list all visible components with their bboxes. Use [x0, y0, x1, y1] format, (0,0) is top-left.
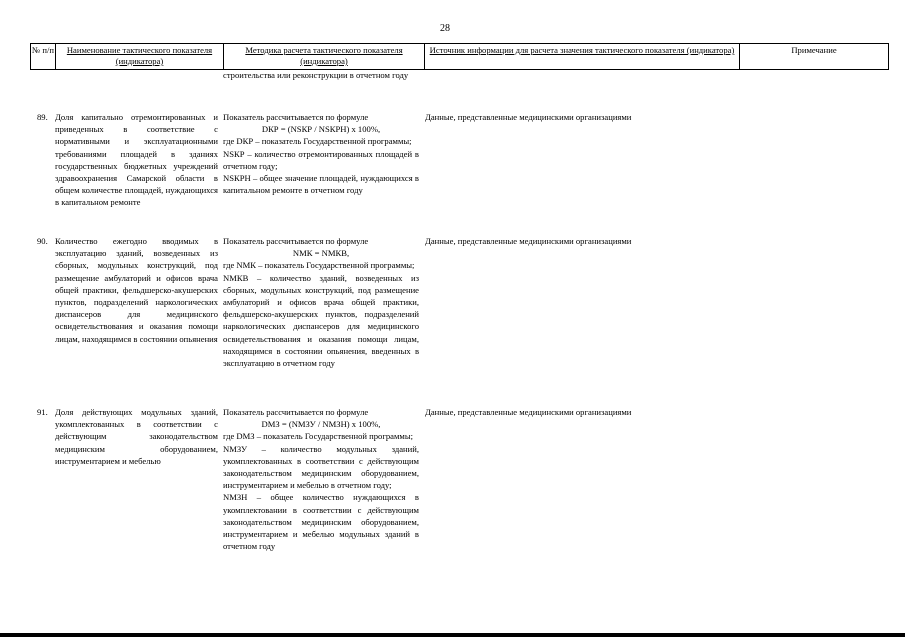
- indicator-name: Доля капитально отремонтированных и приведенных в соответствие с нормативными и эксплуатационными требованиями площадей в зданиях государственных бюджетных учреждений здравоохранения Самарской области в общем количестве площадей, нуждающихся в капитальном ремонте: [55, 112, 218, 208]
- table-header: [30, 43, 889, 70]
- info-source: Данные, представленные медицинскими организациями: [425, 112, 632, 122]
- info-source: Данные, представленные медицинскими организациями: [425, 236, 632, 246]
- formula: DМЗ = (NМЗУ / NМЗН) х 100%,: [261, 419, 381, 430]
- calculation-method: [223, 406, 419, 552]
- method-line: NSКР – количество отремонтированных площадей в отчетном году;: [223, 148, 419, 171]
- method-intro: Показатель рассчитывается по формуле: [223, 236, 369, 246]
- row-number: 89.: [37, 112, 48, 122]
- method-line: где DМЗ – показатель Государственной программы;: [223, 431, 414, 442]
- calculation-method: [223, 111, 419, 196]
- header-col-method: Методика расчета тактического показателя (индикатора): [223, 44, 424, 69]
- header-col-note: Примечание: [739, 44, 889, 69]
- formula: NМК = NМКВ,: [292, 248, 350, 259]
- calculation-method: [223, 235, 419, 369]
- row-number: 91.: [37, 407, 48, 417]
- header-col-name: Наименование тактического показателя (индикатора): [55, 44, 223, 69]
- bottom-rule: [0, 633, 905, 637]
- method-continuation: строительства или реконструкции в отчетном году: [223, 70, 409, 80]
- method-line: NМКВ – количество зданий, возведенных из сборных, модульных конструкций, под размещение амбулаторий и офисов врача общей практики, фельдшерско-акушерских пунктов, подразделений наркологических диспансеров для медицинского освидетельствования и оказания помощи лицам, находящимся в состоянии опьянения, введенных в эксплуатацию в отчетном году: [223, 272, 419, 369]
- header-col-number: № п/п: [30, 44, 55, 69]
- info-source: Данные, представленные медицинскими организациями: [425, 407, 632, 417]
- header-col-source: Источник информации для расчета значения тактического показателя (индикатора): [424, 44, 739, 69]
- method-line: где NМК – показатель Государственной программы;: [223, 260, 415, 271]
- method-intro: Показатель рассчитывается по формуле: [223, 112, 369, 122]
- method-line: NМЗУ – количество модульных зданий, укомплектованных в соответствии с действующим законодательством медицинским оборудованием, инструментарием и мебелью в отчетном году;: [223, 443, 419, 491]
- indicator-name: Количество ежегодно вводимых в эксплуатацию зданий, возведенных из сборных, модульных конструкций, под размещение амбулаторий и офисов врача общей практики, фельдшерско-акушерских пунктов, подразделений наркологических диспансеров для медицинского освидетельствования и оказания помощи лицам, находящимся в состоянии опьянения: [55, 236, 218, 344]
- formula: DКР = (NSКР / NSКРН) х 100%,: [261, 124, 381, 135]
- indicator-name: Доля действующих модульных зданий, укомплектованных в соответствии с действующим законодательством медицинским оборудованием, инструментарием и мебелью: [55, 407, 218, 466]
- page-number: 28: [440, 23, 450, 34]
- method-line: где DКР – показатель Государственной программы;: [223, 136, 412, 147]
- method-line: NSКРН – общее значение площадей, нуждающихся в капитальном ремонте в отчетном году: [223, 173, 419, 196]
- method-line: NМЗН – общее количество нуждающихся в укомплектовании в соответствии с действующим законодательством медицинским оборудованием, инструментарием и мебелью модульных зданий в отчетном году: [223, 492, 419, 552]
- method-intro: Показатель рассчитывается по формуле: [223, 407, 369, 417]
- row-number: 90.: [37, 236, 48, 246]
